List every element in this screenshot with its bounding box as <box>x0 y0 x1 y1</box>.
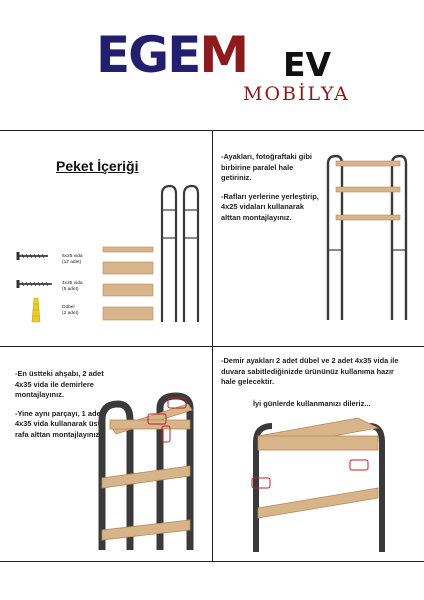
wall-fix-closeup-illustration <box>246 412 396 554</box>
screw-4x35-icon <box>18 280 52 288</box>
metal-legs-illustration <box>156 180 208 324</box>
top-board-closeup-illustration <box>96 390 212 552</box>
hardware-illustration <box>12 244 62 324</box>
logo-part-ege: EGE <box>96 26 200 84</box>
panel3-instructions: -En üstteki ahşabı, 2 adet 4x35 vida ile demirlere montajlayınız. -Yine aynı parçayı, 1 adet 4x35 vida kullanarak üst rafa alttan montajlayınız. <box>15 369 104 439</box>
dowel-icon <box>32 298 40 322</box>
wood-shelves-illustration <box>102 246 154 324</box>
logo-part-m: M <box>199 26 248 84</box>
hardware-label-dowel: Dübel (2 adet) <box>62 305 79 316</box>
hardware-label-6x25: 6x25 vida (12 adet) <box>62 254 83 265</box>
logo-wordmark <box>96 26 248 84</box>
logo-part-ev: EV <box>283 45 332 84</box>
assembled-rack-illustration <box>322 150 412 322</box>
logo-subtitle: MOBİLYA <box>243 83 350 105</box>
hardware-label-4x35: 4x35 vida (5 adet) <box>62 281 83 292</box>
brand-logo <box>0 0 424 130</box>
panel4-instructions: -Demir ayakları 2 adet dübel ve 2 adet 4x35 vida ile duvara sabitlediğinizde ürününüz kullanıma hazır hale gelecektir. <box>221 356 399 386</box>
panel-title: Peket İçeriği <box>56 158 139 174</box>
grid-line-vertical <box>212 130 213 562</box>
screw-6x25-icon <box>18 252 48 260</box>
closing-message: İyi günlerde kullanmanızı dileriz... <box>253 399 371 408</box>
panel2-instructions: -Ayakları, fotoğraftaki gibi birbirine paralel hale getiriniz. -Rafları yerlerine yerleştirip, 4x25 vidaları kullanarak alttan montajlayınız. <box>221 152 319 222</box>
wall-screw-marker-right <box>350 460 368 470</box>
